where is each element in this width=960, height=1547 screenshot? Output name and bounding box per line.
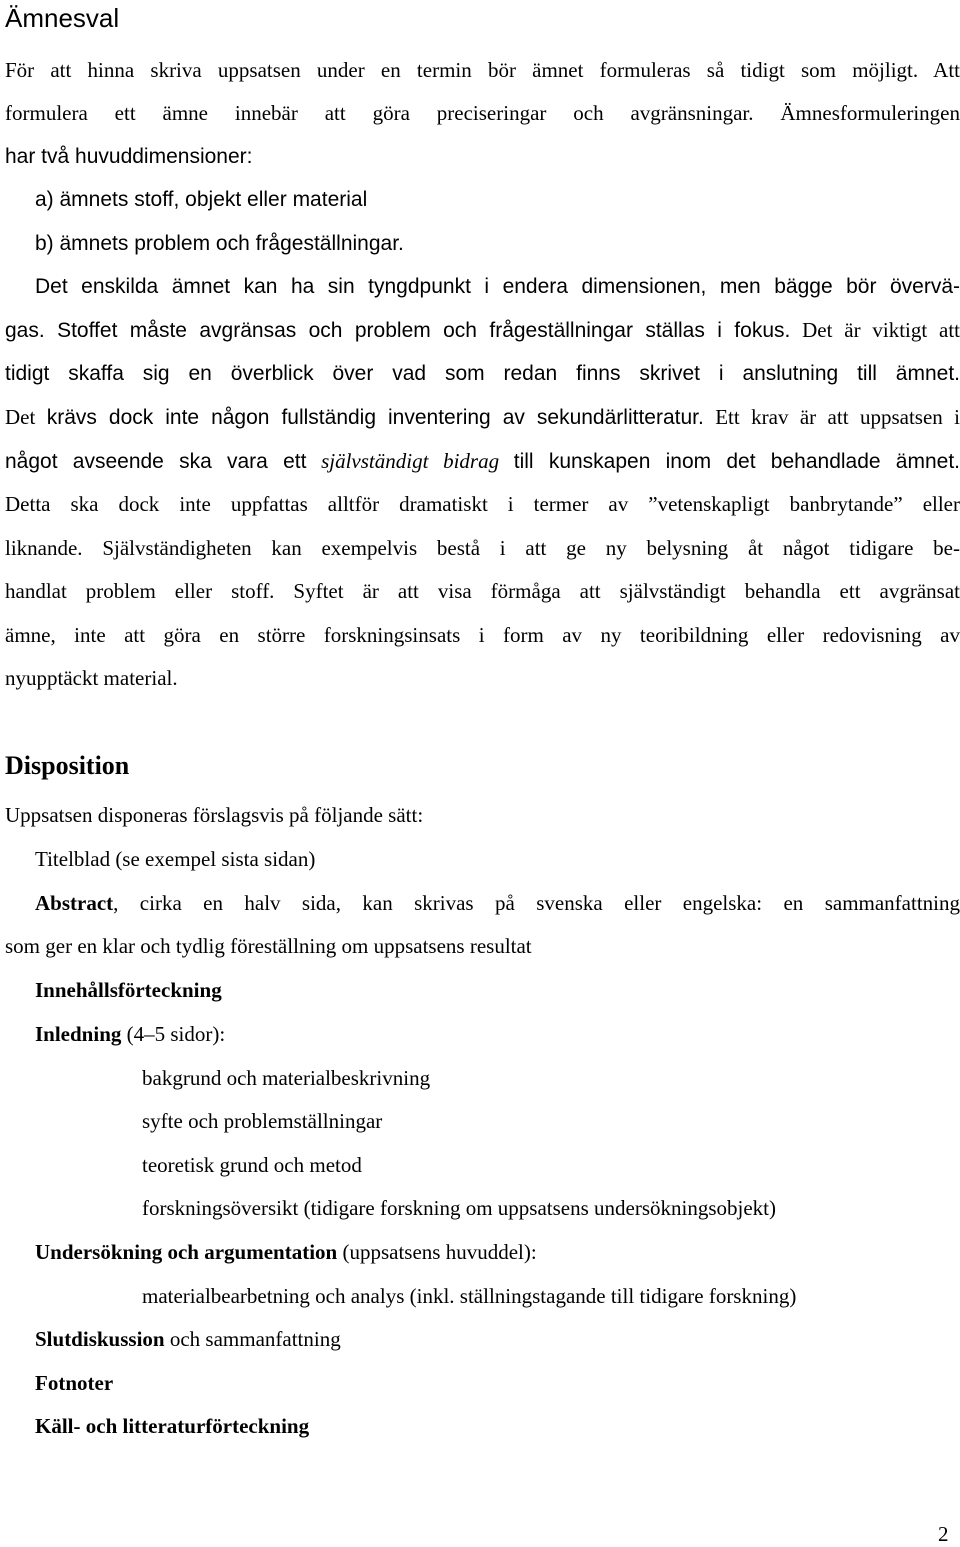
paragraph-line: ämne, inte att göra en större forskningsinsats i form av ny teoribildning eller redovisning av: [5, 623, 960, 647]
inledning-subitem: teoretisk grund och metod: [142, 1153, 362, 1177]
abstract-continuation: som ger en klar och tydlig föreställning om uppsatsens resultat: [5, 934, 532, 958]
paragraph-line: tidigt skaffa sig en överblick över vad som redan finns skrivet i anslutning till ämnet.: [5, 362, 960, 385]
kallforteckning-item: [35, 1411, 960, 1441]
slutdiskussion-label: Slutdiskussion: [35, 1327, 165, 1351]
titelblad-item: Titelblad (se exempel sista sidan): [35, 847, 316, 871]
section-heading-disposition: Disposition: [5, 751, 130, 780]
paragraph-line: formulera ett ämne innebär att göra preciseringar och avgränsningar. Ämnesformuleringen: [5, 101, 960, 125]
emphasis-text: självständigt bidrag: [321, 449, 500, 473]
abstract-item: [35, 888, 960, 918]
page-number: 2: [938, 1522, 949, 1546]
paragraph-line: [5, 315, 960, 346]
kallforteckning-label: Käll- och litteraturförteckning: [35, 1414, 310, 1438]
inledning-subitem: forskningsöversikt (tidigare forskning om uppsatsens undersökningsobjekt): [142, 1196, 776, 1220]
inledning-label: Inledning: [35, 1022, 122, 1046]
text-run: (4–5 sidor):: [121, 1022, 226, 1046]
text-run: , cirka en halv sida, kan skrivas på svenska eller engelska: en sammanfattning: [113, 891, 960, 915]
section-heading-amnesval: Ämnesval: [5, 3, 120, 33]
text-run: krävs dock inte någon fullständig inventering av sekundärlitteratur.: [46, 406, 704, 429]
text-run: Det: [5, 405, 36, 429]
paragraph-line: [5, 402, 960, 433]
paragraph-line: [5, 446, 960, 477]
text-run: Ett krav är att uppsatsen i: [715, 405, 960, 429]
paragraph-line: För att hinna skriva uppsatsen under en termin bör ämnet formuleras så tidigt som möjligt. Att: [5, 58, 960, 82]
text-run: (uppsatsens huvuddel):: [337, 1240, 537, 1264]
toc-item: [35, 975, 960, 1005]
inledning-subitem: syfte och problemställningar: [142, 1109, 383, 1133]
list-item: b) ämnets problem och frågeställningar.: [35, 232, 404, 255]
paragraph-line: Detta ska dock inte uppfattas alltför dramatiskt i termer av ”vetenskapligt banbrytande” eller: [5, 492, 960, 516]
paragraph-line: nyupptäckt material.: [5, 666, 178, 690]
toc-label: Innehållsförteckning: [35, 978, 222, 1002]
paragraph-line: liknande. Självständigheten kan exempelvis bestå i att ge ny belysning åt något tidigare be-: [5, 536, 960, 560]
undersokning-item: [35, 1237, 960, 1267]
fotnoter-item: [35, 1368, 960, 1398]
text-run: gas. Stoffet måste avgränsas och problem och frågeställningar ställas i fokus.: [5, 319, 791, 342]
undersokning-subitem: materialbearbetning och analys (inkl. ställningstagande till tidigare forskning): [142, 1284, 797, 1308]
text-run: Det är viktigt att: [802, 318, 960, 342]
disposition-intro: Uppsatsen disponeras förslagsvis på följande sätt:: [5, 803, 424, 827]
paragraph-line: handlat problem eller stoff. Syftet är att visa förmåga att självständigt behandla ett avgränsat: [5, 579, 960, 603]
abstract-label: Abstract: [35, 891, 114, 915]
list-item: a) ämnets stoff, objekt eller material: [35, 188, 368, 211]
text-run: något avseende ska vara ett: [5, 450, 307, 473]
text-run: och sammanfattning: [164, 1327, 341, 1351]
text-run: till kunskapen inom det behandlade ämnet.: [513, 450, 960, 473]
paragraph-line: har två huvuddimensioner:: [5, 145, 253, 168]
inledning-item: [35, 1019, 960, 1049]
fotnoter-label: Fotnoter: [35, 1371, 114, 1395]
paragraph-line: Det enskilda ämnet kan ha sin tyngdpunkt i endera dimensionen, men bägge bör övervä-: [35, 275, 960, 298]
slutdiskussion-item: [35, 1324, 960, 1354]
undersokning-label: Undersökning och argumentation: [35, 1240, 338, 1264]
inledning-subitem: bakgrund och materialbeskrivning: [142, 1066, 431, 1090]
